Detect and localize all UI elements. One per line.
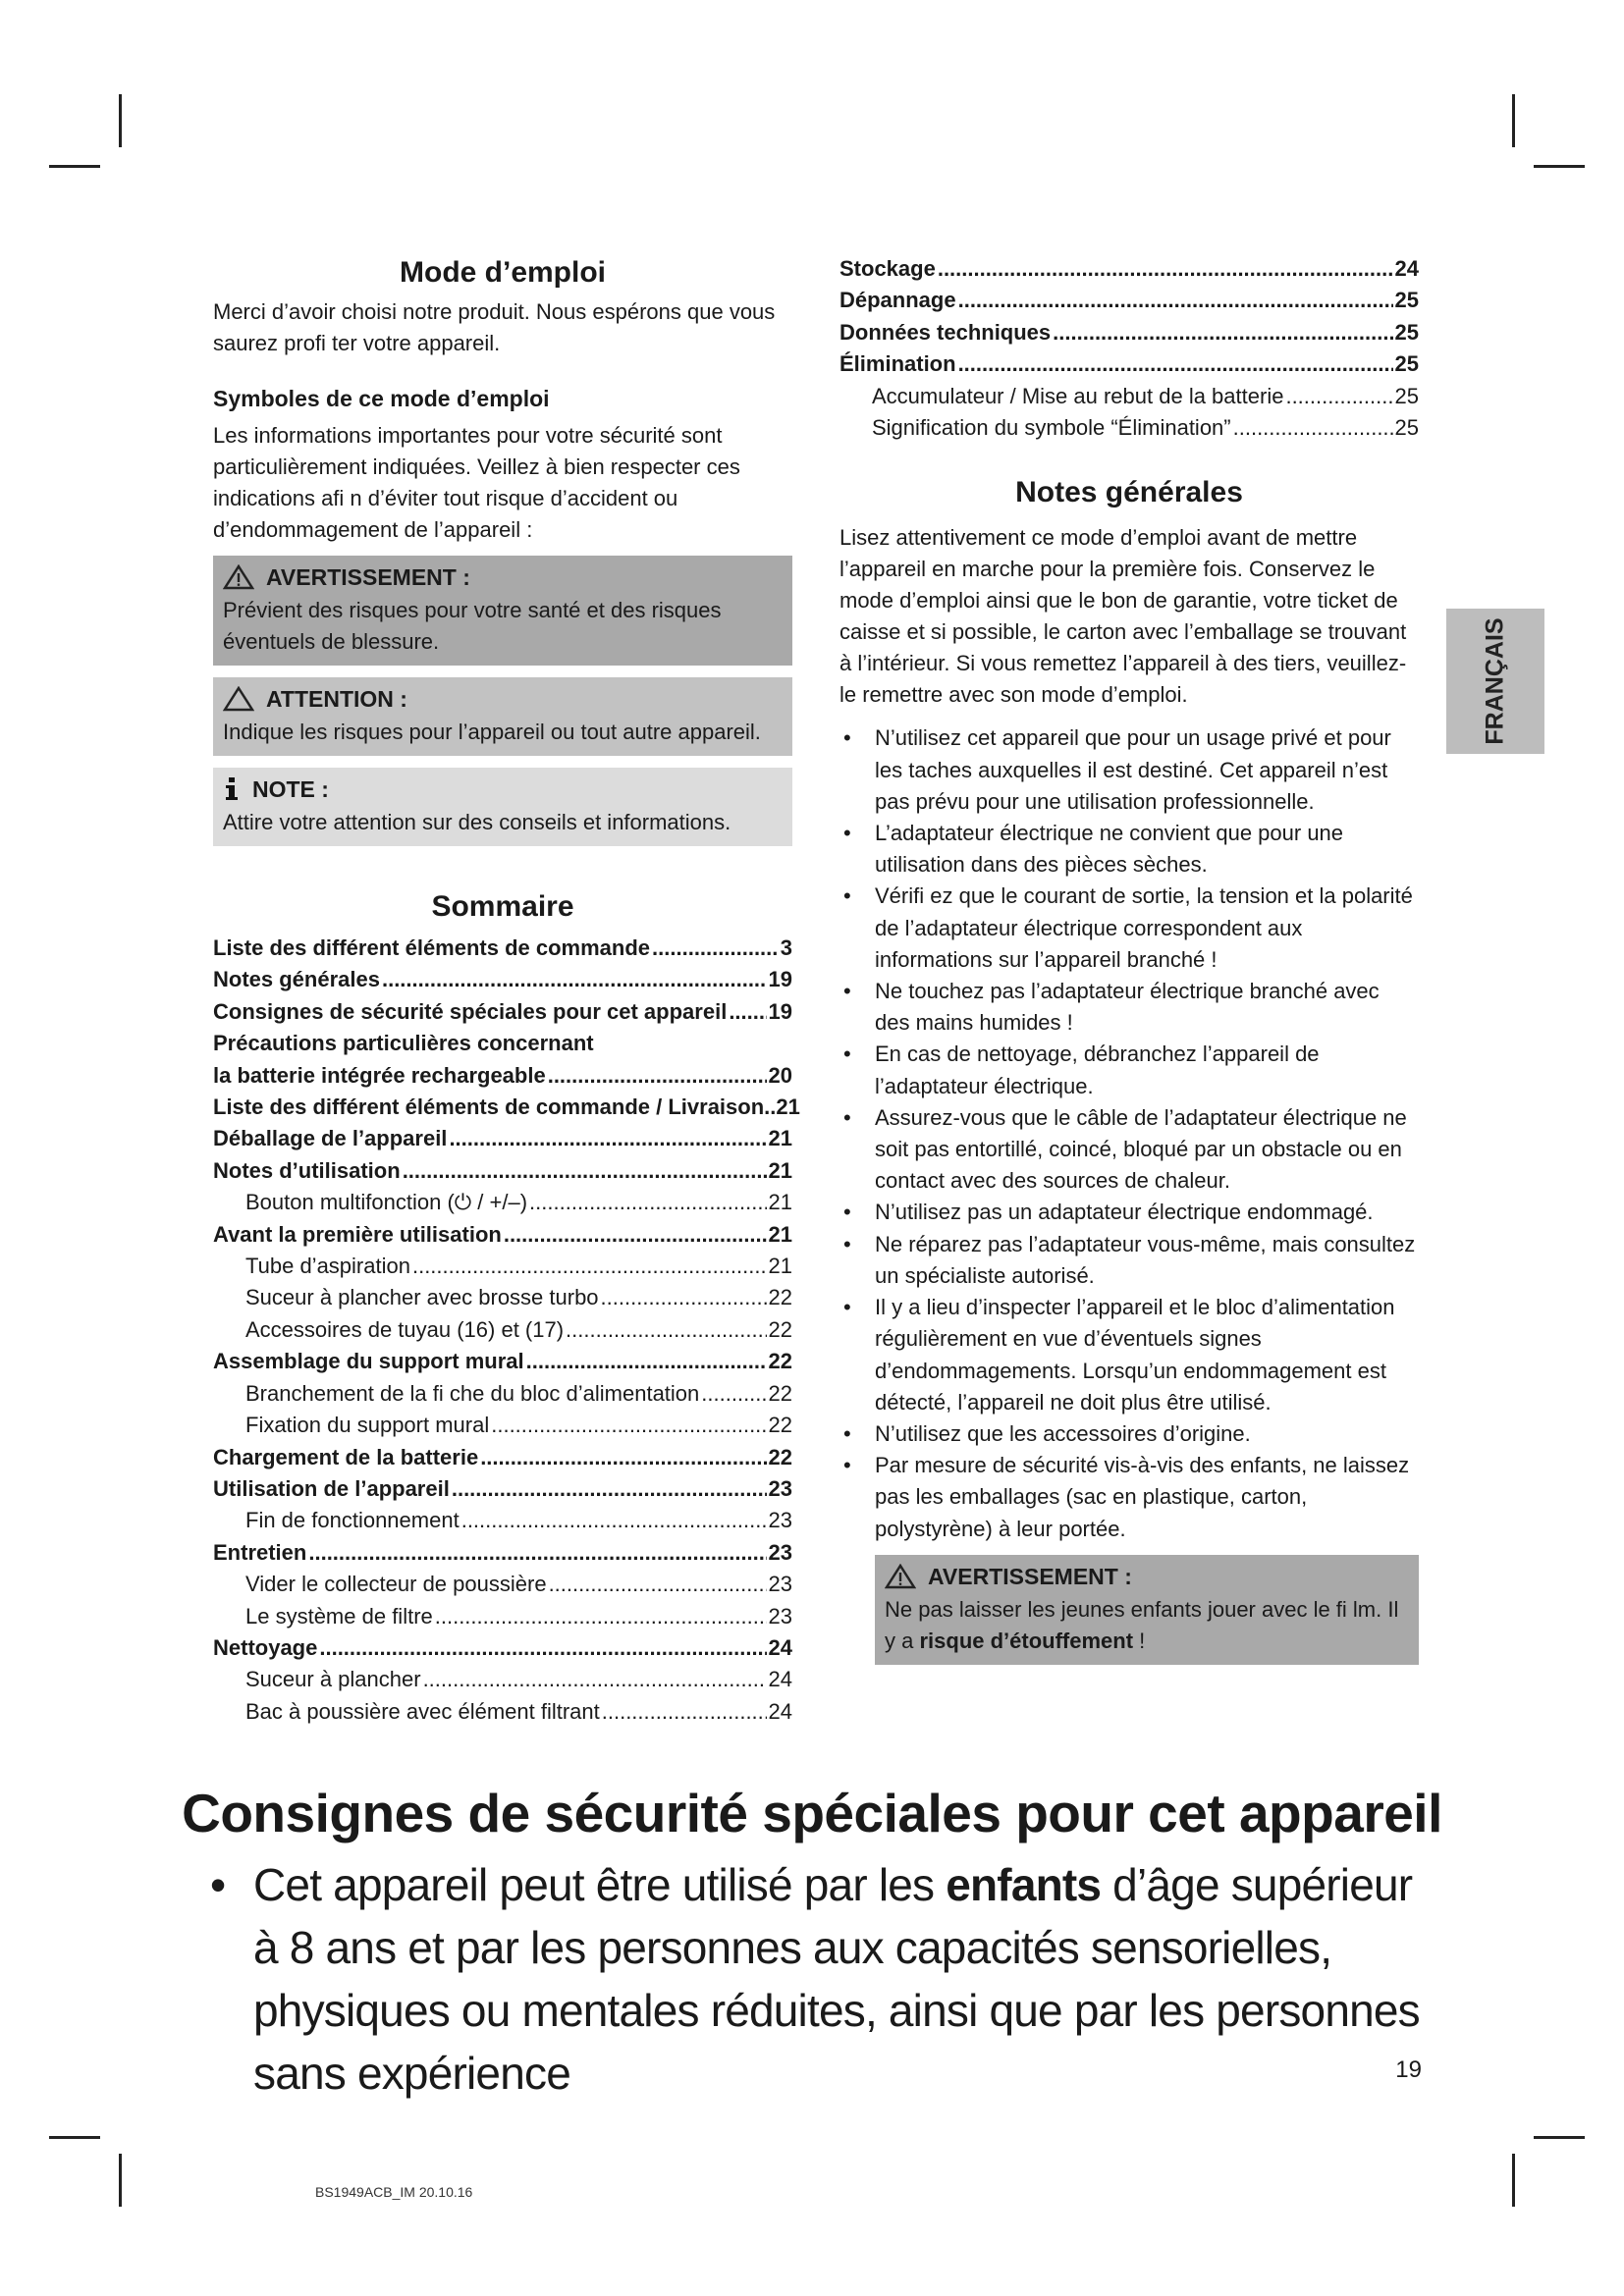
toc-leader-dots <box>566 1314 766 1346</box>
toc-entry <box>839 317 1419 348</box>
children-emphasis: enfants <box>946 1859 1102 1910</box>
toc-entry-title: Signification du symbole “Élimination” <box>872 415 1231 441</box>
toc-entry-page: 21 <box>768 1221 792 1247</box>
toc-entry-title: Bac à poussière avec élément filtrant <box>245 1698 600 1724</box>
notes-generales-title: Notes générales <box>1015 476 1243 509</box>
child-warning-text: Ne pas laisser les jeunes enfants jouer avec le fi lm. Il y a risque d’étouffement ! <box>885 1596 1399 1653</box>
toc-entry-page: 24 <box>768 1698 792 1724</box>
toc-entry-page: 23 <box>768 1508 792 1533</box>
left-column <box>213 253 800 1728</box>
toc-entry-page: 24 <box>768 1667 792 1692</box>
warning-box <box>213 556 792 666</box>
toc-entry-page: 22 <box>768 1285 792 1310</box>
toc-leader-dots <box>435 1601 767 1632</box>
toc-leader-dots <box>529 1187 766 1218</box>
toc-entry <box>213 1601 792 1632</box>
safety-bullet-item: • Assurez-vous que le câble de l’adaptateur électrique ne soit pas entortillé, coincé, bloqué par un obstacle ou en contact avec des sources de chaleur. <box>839 1102 1419 1198</box>
toc-entry-page: 21 <box>768 1157 792 1183</box>
toc-entry <box>213 1632 792 1664</box>
safety-bullet-item: • Ne touchez pas l’adaptateur électrique branché avec des mains humides ! <box>839 976 1419 1039</box>
toc-entry-title: Fin de fonctionnement <box>245 1508 460 1533</box>
toc-entry-title: Élimination <box>839 351 956 377</box>
toc-entry-page: 23 <box>768 1603 792 1629</box>
toc-entry-title: Données techniques <box>839 319 1052 345</box>
safety-large-bullet: • Cet appareil peut être utilisé par les enfants d’âge supérieur à 8 ans et par les personnes aux capacités sensorielles, physiques ou mentales réduites, ainsi que par les personnes sans expérience <box>210 1853 1428 2105</box>
crop-mark <box>1534 165 1585 168</box>
symbols-heading: Symboles de ce mode d’emploi <box>213 386 550 411</box>
toc-leader-dots <box>958 285 1393 316</box>
notes-intro: Lisez attentivement ce mode d’emploi avant de mettre l’appareil en marche pour la première fois. Conservez le mode d’emploi ainsi que le bon de garantie, votre ticket de caisse et si possible, le carton avec l’emballage se trouvant à l’intérieur. Si vous remettez l’appareil à des tiers, veuillez-le remettre avec son mode d’emploi. <box>839 525 1407 708</box>
toc-entry-title: Accessoires de tuyau (16) et (17) <box>245 1316 565 1342</box>
toc-entry-title: Utilisation de l’appareil <box>213 1475 450 1501</box>
toc-entry <box>213 1378 792 1410</box>
toc-leader-dots <box>548 1060 767 1092</box>
crop-mark <box>119 94 122 147</box>
toc-entry-page: 22 <box>768 1316 792 1342</box>
warning-box-text: Prévient des risques pour votre santé et des risques éventuels de blessure. <box>223 598 722 654</box>
footer-code: BS1949ACB_IM 20.10.16 <box>315 2184 473 2200</box>
toc-entry-title: Accumulateur / Mise au rebut de la batterie <box>872 383 1284 408</box>
toc-leader-dots <box>480 1442 766 1473</box>
note-box <box>213 768 792 846</box>
warning-triangle-icon <box>223 564 254 590</box>
crop-mark <box>1512 2154 1515 2207</box>
note-box-text: Attire votre attention sur des conseils et informations. <box>223 810 731 834</box>
toc-entry-title: Notes générales <box>213 967 380 992</box>
toc-entry-title: Chargement de la batterie <box>213 1444 479 1469</box>
toc-leader-dots <box>423 1664 767 1695</box>
toc-entry <box>213 1442 792 1473</box>
toc-entry-page: 25 <box>1394 383 1419 408</box>
toc-entry-page: 19 <box>768 967 792 992</box>
toc-entry <box>213 1092 800 1123</box>
toc-entry-title: Liste des différent éléments de commande <box>213 935 651 960</box>
safety-section-title: Consignes de sécurité spéciales pour cet appareil <box>182 1783 1442 1843</box>
crop-mark <box>49 2136 100 2139</box>
toc-entry-title: Suceur à plancher <box>245 1667 421 1692</box>
table-of-contents <box>213 933 800 1728</box>
toc-leader-dots <box>452 1473 767 1505</box>
toc-leader-dots <box>403 1155 767 1187</box>
toc-entry-title: Consignes de sécurité spéciales pour cet appareil <box>213 998 728 1024</box>
toc-entry-title: Entretien <box>213 1539 307 1565</box>
toc-entry-page: 25 <box>1394 288 1419 313</box>
toc-entry <box>213 964 792 995</box>
toc-entry-title: Suceur à plancher avec brosse turbo <box>245 1285 599 1310</box>
toc-entry-page: 23 <box>768 1539 792 1565</box>
toc-entry <box>213 1028 792 1059</box>
toc-entry-page: 21 <box>768 1254 792 1279</box>
toc-entry-page: 22 <box>768 1413 792 1438</box>
toc-leader-dots <box>701 1378 766 1410</box>
toc-entry <box>839 253 1419 285</box>
toc-leader-dots <box>491 1410 766 1441</box>
language-tab <box>1446 609 1544 754</box>
toc-entry <box>213 1664 792 1695</box>
warning-box-title: AVERTISSEMENT : <box>266 564 470 590</box>
toc-entry <box>213 1060 792 1092</box>
toc-entry-page: 25 <box>1394 319 1419 345</box>
toc-entry-title: Bouton multifonction (⏻ / +/–) <box>245 1190 528 1215</box>
safety-bullet-item: • L’adaptateur électrique ne convient que pour une utilisation dans des pièces sèches. <box>839 818 1419 881</box>
toc-entry <box>213 996 792 1028</box>
safety-bullet-item: • En cas de nettoyage, débranchez l’appareil de l’adaptateur électrique. <box>839 1039 1419 1101</box>
crop-mark <box>1512 94 1515 147</box>
toc-entry <box>839 412 1419 444</box>
toc-entry-page: 22 <box>768 1349 792 1374</box>
crop-mark <box>1534 2136 1585 2139</box>
child-warning-title: AVERTISSEMENT : <box>928 1563 1132 1589</box>
toc-entry <box>213 933 792 964</box>
toc-entry-title: la batterie intégrée rechargeable <box>213 1062 546 1088</box>
bullet-dot: • <box>210 1859 226 1910</box>
toc-leader-dots <box>412 1251 767 1282</box>
toc-entry-title: Tube d’aspiration <box>245 1254 410 1279</box>
mode-emploi-title: Mode d’emploi <box>400 256 606 289</box>
safety-bullet-item: • Vérifi ez que le courant de sortie, la tension et la polarité de l’adaptateur électrique correspondent aux informations sur l’appareil branché ! <box>839 881 1419 976</box>
toc-entry-title: Nettoyage <box>213 1634 318 1660</box>
safety-bullet-item: • N’utilisez que les accessoires d’origine. <box>839 1418 1419 1450</box>
crop-mark <box>49 165 100 168</box>
toc-entry-title: Assemblage du support mural <box>213 1349 524 1374</box>
safety-bullet-item: • Ne réparez pas l’adaptateur vous-même, mais consultez un spécialiste autorisé. <box>839 1229 1419 1292</box>
toc-entry <box>213 1696 792 1728</box>
toc-entry <box>213 1314 792 1346</box>
suffocation-risk: risque d’étouffement <box>919 1628 1134 1653</box>
toc-leader-dots <box>449 1123 766 1154</box>
toc-entry-title: Le système de filtre <box>245 1603 433 1629</box>
toc-leader-dots <box>549 1569 767 1600</box>
toc-entry-page: 23 <box>768 1572 792 1597</box>
toc-leader-dots <box>461 1505 767 1536</box>
toc-entry-page: 25 <box>1394 415 1419 441</box>
toc-entry <box>213 1282 792 1313</box>
toc-entry <box>213 1505 792 1536</box>
toc-entry-title: Vider le collecteur de poussière <box>245 1572 547 1597</box>
toc-entry-title: Déballage de l’appareil <box>213 1126 448 1151</box>
toc-leader-dots <box>652 933 779 964</box>
safety-bullet-item: • Il y a lieu d’inspecter l’appareil et le bloc d’alimentation régulièrement en vue d’éventuels signes d’endommagements. Lorsqu’un endommagement est détecté, l’appareil ne doit plus être utilisé. <box>839 1292 1419 1418</box>
toc-leader-dots <box>1285 381 1392 412</box>
toc-entry-title: Liste des différent éléments de commande / Livraison.. <box>213 1095 777 1120</box>
toc-entry-page: 24 <box>1394 256 1419 281</box>
toc-entry <box>213 1251 792 1282</box>
toc-leader-dots <box>382 964 767 995</box>
info-icon <box>223 776 241 802</box>
symbols-text: Les informations importantes pour votre sécurité sont particulièrement indiquées. Veillez à bien respecter ces indications afi n d’éviter tout risque d’accident ou d’endommagement de l’appareil : <box>213 423 740 542</box>
safety-bullet-item: • Par mesure de sécurité vis-à-vis des enfants, ne laissez pas les emballages (sac en plastique, carton, polystyrène) à leur portée. <box>839 1450 1419 1545</box>
toc-entry-page: 22 <box>768 1380 792 1406</box>
table-of-contents-continued <box>839 253 1419 444</box>
toc-leader-dots <box>308 1537 766 1569</box>
toc-entry-title: Avant la première utilisation <box>213 1221 502 1247</box>
child-warning-box <box>875 1555 1419 1665</box>
right-column <box>839 253 1419 1665</box>
toc-entry-title: Dépannage <box>839 288 956 313</box>
toc-entry-page: 21 <box>768 1126 792 1151</box>
toc-entry <box>213 1569 792 1600</box>
toc-leader-dots <box>319 1632 766 1664</box>
toc-entry <box>213 1346 792 1377</box>
toc-entry <box>839 285 1419 316</box>
sommaire-title: Sommaire <box>431 890 574 923</box>
toc-entry <box>213 1155 792 1187</box>
toc-entry <box>213 1219 792 1251</box>
toc-entry-page: 19 <box>768 998 792 1024</box>
toc-entry-title: Fixation du support mural <box>245 1413 490 1438</box>
toc-entry-page: 22 <box>768 1444 792 1469</box>
toc-entry-title: Précautions particulières concernant <box>213 1031 594 1056</box>
warning-triangle-icon <box>885 1564 916 1589</box>
toc-entry <box>839 348 1419 380</box>
safety-bullet-list <box>839 722 1419 1544</box>
toc-leader-dots <box>938 253 1393 285</box>
toc-entry-page: 23 <box>768 1475 792 1501</box>
toc-entry-page: 20 <box>768 1062 792 1088</box>
intro-text: Merci d’avoir choisi notre produit. Nous espérons que vous saurez profi ter votre appareil. <box>213 299 776 355</box>
toc-entry-page: 3 <box>780 935 792 960</box>
toc-entry <box>213 1410 792 1441</box>
toc-leader-dots <box>504 1219 767 1251</box>
toc-entry-page: 21 <box>768 1190 792 1215</box>
toc-leader-dots <box>1053 317 1392 348</box>
toc-entry-title: Notes d’utilisation <box>213 1157 401 1183</box>
toc-entry <box>213 1473 792 1505</box>
safety-bullet-item: • N’utilisez pas un adaptateur électrique endommagé. <box>839 1197 1419 1228</box>
toc-leader-dots <box>526 1346 767 1377</box>
attention-box-title: ATTENTION : <box>266 686 407 712</box>
toc-entry <box>839 381 1419 412</box>
toc-entry-title: Branchement de la fi che du bloc d’alimentation <box>245 1380 700 1406</box>
caution-triangle-icon <box>223 686 254 712</box>
toc-entry <box>213 1537 792 1569</box>
toc-leader-dots <box>1233 412 1393 444</box>
toc-leader-dots <box>958 348 1393 380</box>
page-number: 19 <box>1395 2056 1422 2083</box>
toc-entry-page: 21 <box>776 1095 800 1120</box>
toc-leader-dots <box>601 1282 767 1313</box>
toc-entry <box>213 1187 792 1218</box>
attention-box <box>213 677 792 756</box>
crop-mark <box>119 2154 122 2207</box>
toc-entry <box>213 1123 792 1154</box>
toc-entry-page: 25 <box>1394 351 1419 377</box>
safety-bullet-item: • N’utilisez cet appareil que pour un usage privé et pour les taches auxquelles il est destiné. Cet appareil n’est pas prévu pour une utilisation professionnelle. <box>839 722 1419 818</box>
toc-entry-page: 24 <box>768 1634 792 1660</box>
toc-leader-dots <box>729 996 766 1028</box>
note-box-title: NOTE : <box>252 776 329 802</box>
language-tab-label: FRANÇAIS <box>1481 617 1509 745</box>
attention-box-text: Indique les risques pour l’appareil ou tout autre appareil. <box>223 720 761 744</box>
toc-entry-title: Stockage <box>839 256 936 281</box>
toc-leader-dots <box>602 1696 767 1728</box>
